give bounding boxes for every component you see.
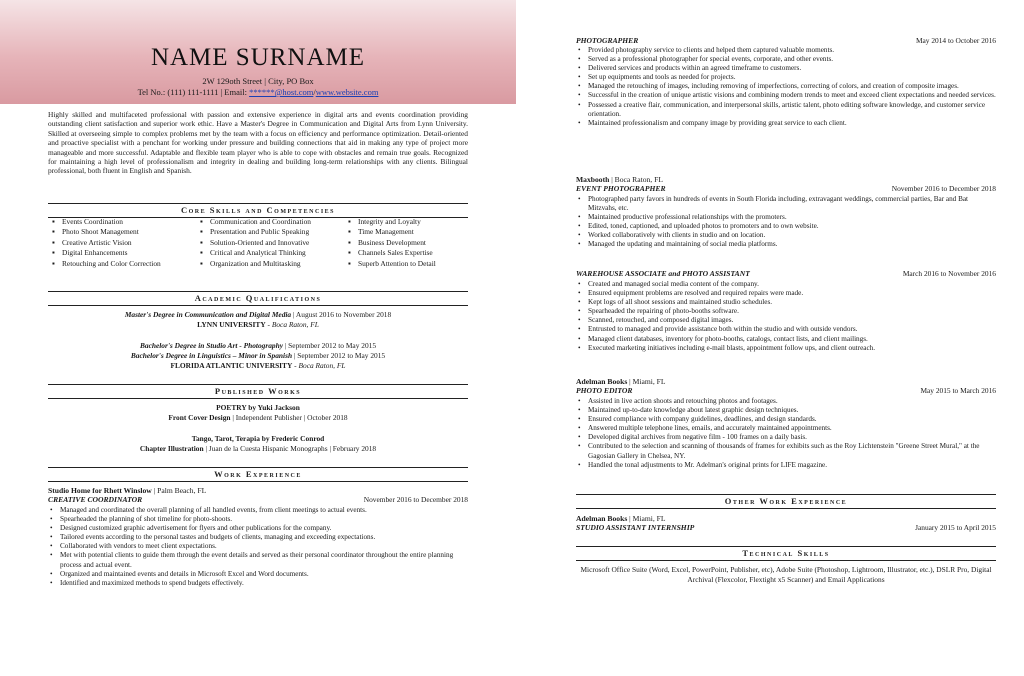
work-title: POETRY by Yuki Jackson	[216, 403, 300, 412]
job-dates: November 2016 to December 2018	[891, 184, 996, 193]
degree-title: Bachelor's Degree in Linguistics – Minor in Spanish	[130, 351, 293, 360]
work-detail: | Independent Publisher | October 2018	[230, 413, 348, 422]
list-item: • Managed the updating and maintaining of social media platforms.	[576, 240, 996, 249]
job-title: CREATIVE COORDINATOR	[48, 495, 143, 504]
list-item: • Managed the retouching of images, including removing of imperfections, correcting of colors, and creation of composite images.	[576, 82, 996, 91]
list-item: • Organized and maintained events and details in Microsoft Excel and Word documents.	[48, 570, 468, 579]
list-item: • Set up equipments and tools as needed for projects.	[576, 73, 996, 82]
list-item: • Provided photography service to clients and helped them captured valuable moments.	[576, 46, 996, 55]
contact-line	[0, 87, 516, 98]
list-item: • Tailored events according to the personal tastes and budgets of clients, managing and exceeding expectations.	[48, 533, 468, 542]
work-title: Tango, Tarot, Terapia by Frederic Conrod	[191, 434, 325, 443]
professional-summary: Highly skilled and multifaceted professional with passion and extensive experience in digital arts and events coordination providing outstanding client satisfaction and superior work ethic. Have a Master's Degree in Communication and Digital Arts from Lynn University. Skilled at overseeing simple to complex problems met by the team with a focus on efficiency and performance optimization. Detail-oriented and proactive specialist with a penchant for working under pressure and building connections that aid in making any type of project more manageable and more successful. Adaptable and flexible team player who is able to cope with obstacles and remain true goals. Recognized for maintaining a high level of professionalism and integrity in dealing and building long-term relationships with any clients. Bilingual professional, both fluent in English and Spanish.	[48, 110, 468, 176]
address: 2W 129oth Street | City, PO Box	[202, 76, 314, 86]
school-lynn	[48, 320, 468, 329]
list-item: • Delivered services and products within an agreed timeframe to customers.	[576, 64, 996, 73]
list-item: • Answered multiple telephone lines, emails, and accurately maintained appointments.	[576, 424, 996, 433]
skill-item: ▪ Photo Shoot Management	[52, 227, 161, 237]
technical-skills-text: Microsoft Office Suite (Word, Excel, PowerPoint, Publisher, etc), Adobe Suite (Photoshop, Lightroom, Illustrator, etc.), DSLR Pro, Digital Archival (Flexcolor, Flextight x5 Scanner) and Email Applications	[580, 565, 992, 584]
email-link[interactable]: ******@host.com	[249, 87, 314, 97]
work-detail: | Juan de la Cuesta Hispanic Monographs | February 2018	[203, 444, 377, 453]
job-dates: May 2014 to October 2016	[915, 36, 996, 45]
skill-item: ▪ Critical and Analytical Thinking	[200, 248, 311, 258]
resume-header	[0, 0, 516, 104]
degree-dates: | September 2012 to May 2015	[292, 351, 386, 360]
job-bullets	[576, 397, 996, 470]
list-item: • Created and managed social media content of the company.	[576, 280, 996, 289]
skills-column-2	[200, 217, 311, 269]
list-item: • Managed client databases, inventory for photo-booths, catalogs, contact lists, and client mailings.	[576, 335, 996, 344]
list-item: • Met with potential clients to guide them through the event details and served as their personal coordinator throughout the entire planning process and actual event.	[48, 551, 468, 569]
work-role: Front Cover Design	[168, 413, 231, 422]
degree-masters	[48, 310, 468, 319]
section-heading-work: Work Experience	[48, 467, 468, 482]
list-item: • Maintained professionalism and company image by providing great service to each client.	[576, 119, 996, 128]
skill-item: ▪ Channels Sales Expertise	[348, 248, 436, 258]
list-item: • Photographed party favors in hundreds of events in South Florida including, extravagant weddings, commercial parties, Bar and Bat Mitzvahs, etc.	[576, 195, 996, 213]
company-location: | Palm Beach, FL	[151, 486, 207, 495]
list-item: • Designed customized graphic advertisement for flyers and other publications for the company.	[48, 524, 468, 533]
contact-separator: /	[313, 87, 316, 97]
skill-item: ▪ Creative Artistic Vision	[52, 238, 161, 248]
list-item: • Developed digital archives from negative film - 100 frames on a daily basis.	[576, 433, 996, 442]
degree-dates: | September 2012 to May 2015	[283, 341, 377, 350]
website-link[interactable]: www.website.com	[315, 87, 379, 97]
school-location: - Boca Raton, FL	[292, 361, 346, 370]
list-item: • Spearheaded the planning of shot timeline for photo-shoots.	[48, 515, 468, 524]
skill-item: ▪ Time Management	[348, 227, 436, 237]
skill-item: ▪ Organization and Multitasking	[200, 259, 311, 269]
list-item: • Edited, toned, captioned, and uploaded photos to promoters and to own website.	[576, 222, 996, 231]
list-item: • Entrusted to managed and provide assistance both within the studio and with outside vendors.	[576, 325, 996, 334]
list-item: • Served as a professional photographer for special events, corporate, and other events.	[576, 55, 996, 64]
candidate-name: NAME SURNAME	[150, 44, 366, 71]
list-item: • Managed and coordinated the overall planning of all handled events, from client meetings to actual events.	[48, 506, 468, 515]
list-item: • Ensured compliance with company guidelines, deadlines, and design standards.	[576, 415, 996, 424]
skills-column-3	[348, 217, 436, 269]
section-heading-published: Published Works	[48, 384, 468, 399]
job-title: PHOTO EDITOR	[576, 386, 633, 395]
job-dates: January 2015 to April 2015	[915, 523, 996, 532]
published-work-detail	[48, 413, 468, 422]
job-bullets	[576, 46, 996, 128]
list-item: • Successful in the creation of unique artistic visions and combining modern trends to meet and exceed client expectations and needed services.	[576, 91, 996, 100]
job-bullets	[576, 195, 996, 250]
list-item: • Maintained productive professional relationships with the promoters.	[576, 213, 996, 222]
section-heading-skills: Core Skills and Competencies	[48, 203, 468, 218]
degree-title: Master's Degree in Communication and Digital Media	[124, 310, 292, 319]
school-location: - Boca Raton, FL	[265, 320, 319, 329]
list-item: • Spearheaded the repairing of photo-booths software.	[576, 307, 996, 316]
degree-dates: | August 2016 to November 2018	[291, 310, 392, 319]
list-item: • Handled the tonal adjustments to Mr. Adelman's original prints for LIFE magazine.	[576, 461, 996, 470]
list-item: • Executed marketing initiatives including e-mail blasts, appointment follow ups, and client outreach.	[576, 344, 996, 353]
job-bullets	[576, 280, 996, 353]
school-name: LYNN UNIVERSITY	[197, 320, 266, 329]
degree-bachelor-linguistics	[48, 351, 468, 360]
job-dates: March 2016 to November 2016	[902, 269, 996, 278]
list-item: • Ensured equipment problems are resolved and required repairs were made.	[576, 289, 996, 298]
skill-item: ▪ Communication and Coordination	[200, 217, 311, 227]
job-title: EVENT PHOTOGRAPHER	[576, 184, 666, 193]
list-item: • Contributed to the selection and scanning of thousands of frames for exhibits such as the Roy Lichtenstein "Greene Street Mural," at the Gagosian Gallery in Chelsea, NY.	[576, 442, 996, 460]
school-name: FLORIDA ATLANTIC UNIVERSITY	[170, 361, 293, 370]
job-title: STUDIO ASSISTANT INTERNSHIP	[576, 523, 695, 532]
job-title: PHOTOGRAPHER	[576, 36, 639, 45]
list-item: • Possessed a creative flair, communication, and interpersonal skills, artistic talent, photo editing software knowledge, and customer service orientation.	[576, 101, 996, 119]
company-location: | Miami, FL	[627, 514, 666, 523]
degree-title: Bachelor's Degree in Studio Art - Photography	[139, 341, 283, 350]
skill-item: ▪ Integrity and Loyalty	[348, 217, 436, 227]
skill-item: ▪ Events Coordination	[52, 217, 161, 227]
published-work-detail	[48, 444, 468, 453]
skill-item: ▪ Presentation and Public Speaking	[200, 227, 311, 237]
school-fau	[48, 361, 468, 370]
job-dates: November 2016 to December 2018	[363, 495, 468, 504]
published-work-title	[48, 403, 468, 412]
list-item: • Kept logs of all shoot sessions and maintained studio schedules.	[576, 298, 996, 307]
list-item: • Identified and maximized methods to spend budgets effectively.	[48, 579, 468, 588]
degree-bachelor-art	[48, 341, 468, 350]
job-dates: May 2015 to March 2016	[920, 386, 996, 395]
company-name: Maxbooth	[576, 175, 610, 184]
skills-column-1	[52, 217, 161, 269]
company-location: | Boca Raton, FL	[609, 175, 663, 184]
company-name: Adelman Books	[576, 377, 628, 386]
list-item: • Scanned, retouched, and composed digital images.	[576, 316, 996, 325]
section-heading-technical: Technical Skills	[576, 546, 996, 561]
section-heading-academic: Academic Qualifications	[48, 291, 468, 306]
company-name: Studio Home for Rhett Winslow	[48, 486, 152, 495]
skill-item: ▪ Digital Enhancements	[52, 248, 161, 258]
list-item: • Assisted in live action shoots and retouching photos and footages.	[576, 397, 996, 406]
list-item: • Maintained up-to-date knowledge about latest graphic design techniques.	[576, 406, 996, 415]
company-location: | Miami, FL	[627, 377, 666, 386]
skill-item: ▪ Solution-Oriented and Innovative	[200, 238, 311, 248]
published-work-title	[48, 434, 468, 443]
company-name: Adelman Books	[576, 514, 628, 523]
work-role: Chapter Illustration	[139, 444, 204, 453]
contact-prefix: Tel No.: (111) 111-1111 | Email:	[137, 87, 250, 97]
job-title: WAREHOUSE ASSOCIATE and PHOTO ASSISTANT	[576, 269, 750, 278]
skill-item: ▪ Retouching and Color Correction	[52, 259, 161, 269]
page-gutter	[516, 0, 530, 676]
list-item: • Collaborated with vendors to meet client expectations.	[48, 542, 468, 551]
skill-item: ▪ Superb Attention to Detail	[348, 259, 436, 269]
skill-item: ▪ Business Development	[348, 238, 436, 248]
list-item: • Worked collaboratively with clients in studio and on location.	[576, 231, 996, 240]
job-bullets	[48, 506, 468, 588]
section-heading-other-work: Other Work Experience	[576, 494, 996, 509]
